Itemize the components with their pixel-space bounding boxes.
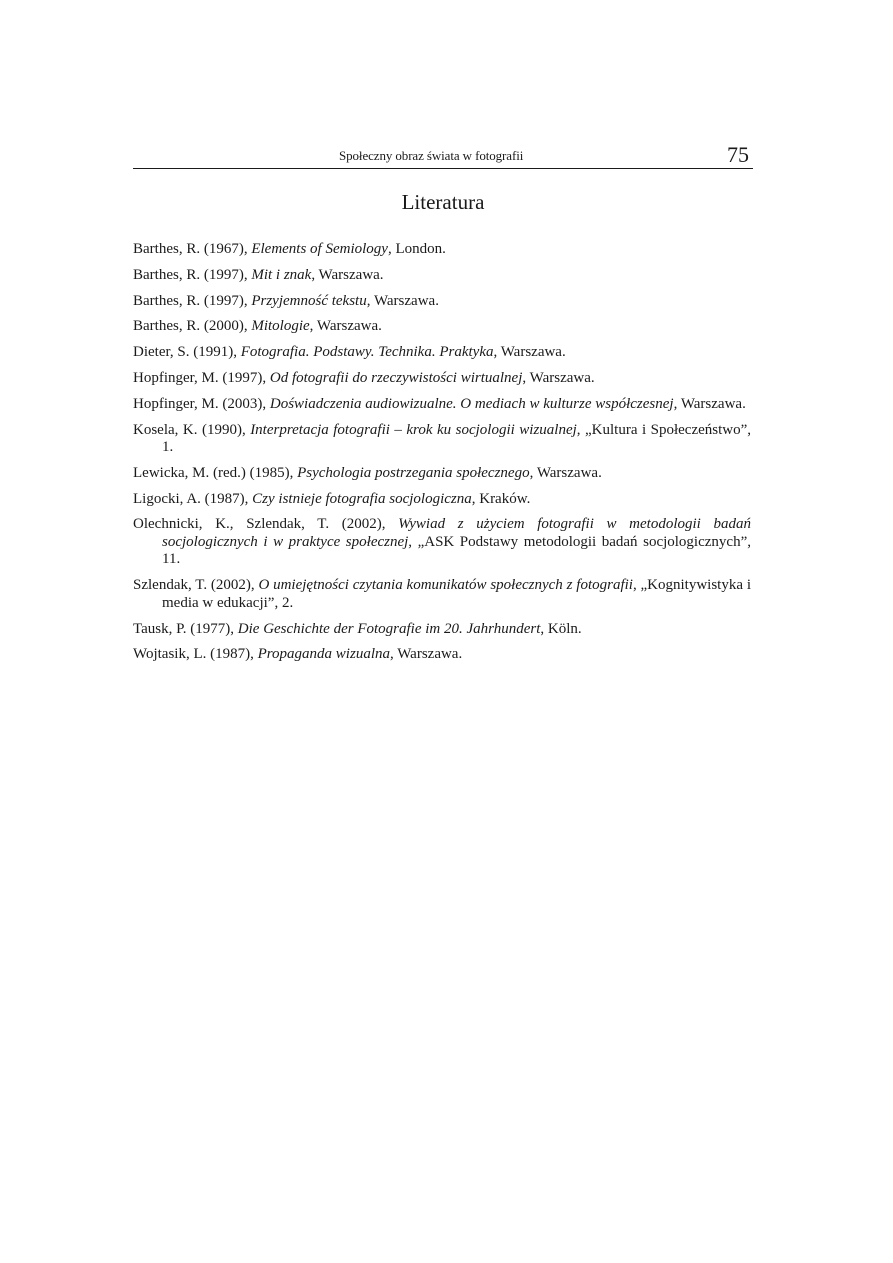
reference-title: Propaganda wizualna [257,646,390,663]
reference-entry [133,293,751,311]
reference-entry [133,344,751,362]
reference-title: Przyjemność tekstu [251,292,367,309]
reference-rest: , Warszawa. [493,344,566,361]
reference-title: Doświadczenia audiowizualne. O mediach w kulturze współczesnej [269,395,674,412]
reference-author: Hopfinger, M. (1997), [133,369,270,386]
running-header [133,144,753,170]
reference-title: Fotografia. Podstawy. Technika. Praktyka [240,344,494,361]
reference-rest: , Warszawa. [366,292,439,309]
reference-rest: , Warszawa. [311,266,384,283]
reference-rest: , Warszawa. [389,646,463,663]
reference-author: Hopfinger, M. (2003), [133,395,270,412]
reference-title: Elements of Semiology [251,241,388,257]
reference-title: Interpretacja fotografii – krok ku socjologii wizualnej [250,421,577,438]
reference-entry [133,318,751,336]
reference-author: Dieter, S. (1991), [133,344,241,361]
reference-author: Wojtasik, L. (1987), [133,646,258,663]
section-title: Literatura [401,190,485,214]
reference-rest: , Kraków. [471,490,531,507]
reference-entry [133,646,751,664]
reference-author: Olechnicki, K., Szlendak, T. (2002), [133,516,399,533]
reference-title: Od fotografii do rzeczywistości wirtualnej [269,369,523,386]
reference-author: Barthes, R. (1997), [133,266,252,283]
reference-list [133,241,751,672]
reference-author: Ligocki, A. (1987), [133,490,253,507]
reference-entry [133,465,751,483]
reference-entry [133,370,751,388]
reference-entry [133,577,751,612]
reference-author: Barthes, R. (1997), [133,292,252,309]
reference-rest: , „Kognitywistyka i media w edukacji”, 2. [162,577,751,611]
reference-rest: , Warszawa. [673,395,746,412]
reference-author: Szlendak, T. (2002), [133,577,259,594]
reference-entry [133,267,751,285]
reference-rest: , „Kultura i Społeczeństwo”, 1. [162,421,752,456]
reference-title: Mit i znak [251,266,312,283]
reference-entry [133,422,751,457]
reference-rest: , Köln. [540,620,582,637]
reference-rest: , Warszawa. [309,318,382,335]
reference-rest: , Warszawa. [529,464,602,481]
reference-title: Czy istnieje fotografia socjologiczna [252,490,472,507]
reference-entry [133,621,751,639]
reference-entry [133,241,751,259]
reference-author: Lewicka, M. (red.) (1985), [133,464,298,481]
reference-title: Die Geschichte der Fotografie im 20. Jahrhundert [237,620,541,637]
reference-title: Wywiad z użyciem fotografii w metodologii badań socjologicznych i w praktyce społecznej [162,516,751,550]
reference-author: Barthes, R. (1967), [133,241,252,257]
header-rule [133,168,753,169]
reference-author: Tausk, P. (1977), [133,620,238,637]
reference-title: O umiejętności czytania komunikatów społecznych z fotografii [258,577,633,594]
page-number: 75 [727,142,749,167]
reference-rest: , Warszawa. [522,369,595,386]
reference-rest: , London. [387,241,446,257]
reference-author: Kosela, K. (1990), [133,421,251,438]
reference-rest: , „ASK Podstawy metodologii badań socjologicznych”, 11. [162,533,751,568]
reference-title: Psychologia postrzegania społecznego [297,464,530,481]
running-title: Społeczny obraz świata w fotografii [339,148,524,163]
reference-entry [133,491,751,509]
reference-entry [133,516,751,569]
reference-author: Barthes, R. (2000), [133,318,252,335]
reference-entry [133,396,751,414]
reference-title: Mitologie [251,318,310,335]
